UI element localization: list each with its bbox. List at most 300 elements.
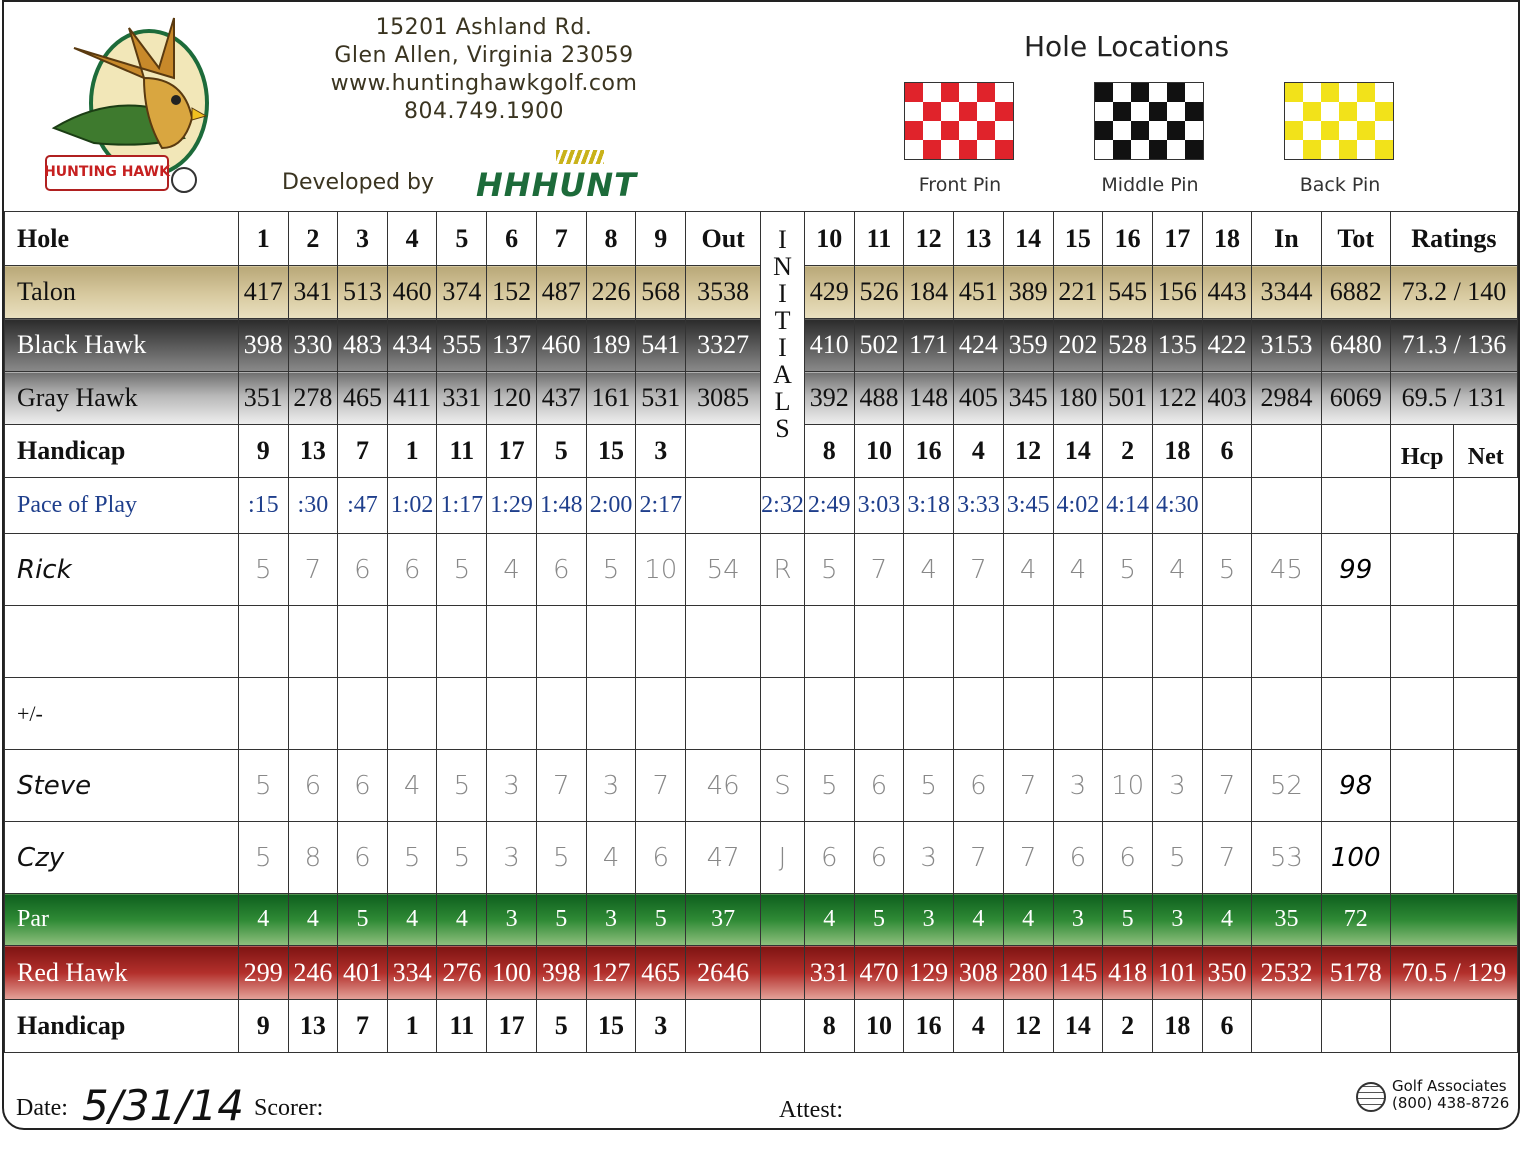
score-cell[interactable] xyxy=(1103,678,1153,750)
score-cell[interactable]: 7 xyxy=(536,750,586,822)
score-cell[interactable]: 4 xyxy=(1053,534,1103,606)
score-cell[interactable] xyxy=(536,606,586,678)
hole-number: 9 xyxy=(636,212,686,266)
score-cell[interactable]: 5 xyxy=(1152,822,1202,894)
yardage: 184 xyxy=(904,266,954,319)
total-score[interactable] xyxy=(1321,606,1390,678)
hole-number: 3 xyxy=(338,212,388,266)
score-cell[interactable]: 7 xyxy=(954,822,1004,894)
yardage: 389 xyxy=(1003,266,1053,319)
score-cell[interactable]: 7 xyxy=(854,534,904,606)
player-row xyxy=(5,534,1518,606)
ratings-label: Ratings xyxy=(1390,212,1517,266)
par-value: 4 xyxy=(954,894,1004,946)
handicap-value: 12 xyxy=(1003,425,1053,478)
par-value: 3 xyxy=(1152,894,1202,946)
pace-label: Pace of Play xyxy=(5,478,239,534)
initials-letter: N xyxy=(773,252,792,281)
score-cell[interactable] xyxy=(954,606,1004,678)
pace-time: 3:18 xyxy=(904,478,954,534)
hole-number: 6 xyxy=(487,212,537,266)
yardage: 246 xyxy=(288,946,338,1000)
hcp-label: Hcp xyxy=(1390,425,1454,478)
par-value: 5 xyxy=(854,894,904,946)
yardage: 374 xyxy=(437,266,487,319)
yardage: 226 xyxy=(586,266,636,319)
score-cell[interactable] xyxy=(239,606,289,678)
score-cell[interactable]: 7 xyxy=(1202,822,1252,894)
yardage: 355 xyxy=(437,319,487,372)
handicap-value: 14 xyxy=(1053,425,1103,478)
middle-pin-label: Middle Pin xyxy=(1101,174,1199,196)
hole-number: 10 xyxy=(804,212,854,266)
handicap-value: 13 xyxy=(288,1000,338,1053)
score-cell[interactable]: 3 xyxy=(904,822,954,894)
score-cell[interactable] xyxy=(636,678,686,750)
score-cell[interactable]: 5 xyxy=(239,534,289,606)
in-yardage: 2984 xyxy=(1252,372,1321,425)
rating-cell xyxy=(1390,1000,1517,1053)
tot-cell xyxy=(1321,1000,1390,1053)
player-row xyxy=(5,750,1518,822)
score-cell[interactable]: 5 xyxy=(437,750,487,822)
hole-label: Hole xyxy=(5,212,239,266)
handicap-value: 2 xyxy=(1103,425,1153,478)
score-cell[interactable] xyxy=(854,678,904,750)
score-cell[interactable]: 5 xyxy=(239,750,289,822)
score-cell[interactable]: 5 xyxy=(387,822,437,894)
hole-number: 7 xyxy=(536,212,586,266)
score-cell[interactable]: 6 xyxy=(804,822,854,894)
handicap-value: 16 xyxy=(904,425,954,478)
handicap-value: 6 xyxy=(1202,425,1252,478)
score-cell[interactable]: 6 xyxy=(338,822,388,894)
yardage: 424 xyxy=(954,319,1004,372)
player-name[interactable]: Czy xyxy=(5,822,239,894)
middle-pin-flag-icon xyxy=(1094,82,1204,160)
city-state-zip: Glen Allen, Virginia 23059 xyxy=(334,43,634,68)
initials-cell[interactable] xyxy=(761,606,805,678)
score-cell[interactable]: 6 xyxy=(954,750,1004,822)
in-cell xyxy=(1202,478,1252,534)
score-cell[interactable] xyxy=(239,678,289,750)
total-score[interactable]: 98 xyxy=(1321,750,1390,822)
handicap-value: 1 xyxy=(387,1000,437,1053)
score-cell[interactable] xyxy=(1103,606,1153,678)
pace-time: :47 xyxy=(338,478,388,534)
yardage: 411 xyxy=(387,372,437,425)
score-cell[interactable]: 3 xyxy=(1053,750,1103,822)
hole-number: 8 xyxy=(586,212,636,266)
score-cell[interactable]: 5 xyxy=(536,822,586,894)
score-cell[interactable] xyxy=(586,678,636,750)
out-cell xyxy=(686,478,761,534)
score-cell[interactable] xyxy=(954,678,1004,750)
yardage: 280 xyxy=(1003,946,1053,1000)
score-cell[interactable]: 3 xyxy=(1152,750,1202,822)
pace-time: 3:45 xyxy=(1003,478,1053,534)
net-cell[interactable] xyxy=(1454,534,1518,606)
score-cell[interactable] xyxy=(586,606,636,678)
out-par: 37 xyxy=(686,894,761,946)
course-rating: 69.5 / 131 xyxy=(1390,372,1517,425)
front-pin-label: Front Pin xyxy=(918,174,1002,196)
yardage: 145 xyxy=(1053,946,1103,1000)
yardage: 434 xyxy=(387,319,437,372)
score-cell[interactable] xyxy=(288,678,338,750)
score-cell[interactable]: 10 xyxy=(636,534,686,606)
handicap-value: 15 xyxy=(586,425,636,478)
yardage: 180 xyxy=(1053,372,1103,425)
hole-number: 15 xyxy=(1053,212,1103,266)
tee-name: Red Hawk xyxy=(5,946,239,1000)
yardage: 451 xyxy=(954,266,1004,319)
handicap-value: 9 xyxy=(239,1000,289,1053)
yardage: 148 xyxy=(904,372,954,425)
initials-cell[interactable] xyxy=(761,678,805,750)
net-cell[interactable] xyxy=(1454,750,1518,822)
hole-number: 18 xyxy=(1202,212,1252,266)
in-score[interactable] xyxy=(1252,606,1321,678)
total-yardage: 6069 xyxy=(1321,372,1390,425)
hcp-cell[interactable] xyxy=(1390,822,1454,894)
tee-name: Black Hawk xyxy=(5,319,239,372)
score-cell[interactable]: 6 xyxy=(338,750,388,822)
out-label: Out xyxy=(686,212,761,266)
hunting-hawk-logo xyxy=(34,8,234,198)
yardage: 120 xyxy=(487,372,537,425)
par-value: 5 xyxy=(338,894,388,946)
net-cell[interactable] xyxy=(1454,822,1518,894)
out-score[interactable]: 54 xyxy=(686,534,761,606)
score-cell[interactable]: 6 xyxy=(854,822,904,894)
yardage: 465 xyxy=(636,946,686,1000)
in-score[interactable]: 53 xyxy=(1252,822,1321,894)
score-cell[interactable] xyxy=(854,606,904,678)
par-value: 4 xyxy=(1003,894,1053,946)
handicap-value: 5 xyxy=(536,1000,586,1053)
handicap-value: 3 xyxy=(636,1000,686,1053)
yardage: 443 xyxy=(1202,266,1252,319)
handicap-value: 8 xyxy=(804,1000,854,1053)
out-cell xyxy=(686,1000,761,1053)
yardage: 437 xyxy=(536,372,586,425)
score-cell[interactable]: 5 xyxy=(1103,534,1153,606)
back-pin-flag-icon xyxy=(1284,82,1394,160)
score-cell[interactable]: 3 xyxy=(586,750,636,822)
hole-number: 5 xyxy=(437,212,487,266)
yardage: 135 xyxy=(1152,319,1202,372)
total-score[interactable]: 99 xyxy=(1321,534,1390,606)
in-score[interactable]: 52 xyxy=(1252,750,1321,822)
score-cell[interactable]: 5 xyxy=(904,750,954,822)
yardage: 487 xyxy=(536,266,586,319)
in-cell xyxy=(1252,425,1321,478)
score-cell[interactable]: 6 xyxy=(1053,822,1103,894)
score-cell[interactable]: 4 xyxy=(387,750,437,822)
yardage: 410 xyxy=(804,319,854,372)
score-cell[interactable] xyxy=(1053,678,1103,750)
out-yardage: 3085 xyxy=(686,372,761,425)
globe-icon xyxy=(1356,1082,1386,1112)
in-cell xyxy=(1252,1000,1321,1053)
score-cell[interactable]: 6 xyxy=(387,534,437,606)
par-value: 4 xyxy=(239,894,289,946)
yardage: 398 xyxy=(536,946,586,1000)
score-cell[interactable]: 5 xyxy=(1202,534,1252,606)
out-score[interactable] xyxy=(686,678,761,750)
date-label: Date: xyxy=(16,1095,68,1121)
yardage: 331 xyxy=(437,372,487,425)
score-cell[interactable]: 3 xyxy=(487,750,537,822)
yardage: 568 xyxy=(636,266,686,319)
par-value: 4 xyxy=(1202,894,1252,946)
pace-time: 1:02 xyxy=(387,478,437,534)
hcp-cell[interactable] xyxy=(1390,534,1454,606)
in-score[interactable]: 45 xyxy=(1252,534,1321,606)
score-cell[interactable] xyxy=(1003,678,1053,750)
yardage: 528 xyxy=(1103,319,1153,372)
par-value: 4 xyxy=(804,894,854,946)
yardage: 299 xyxy=(239,946,289,1000)
score-cell[interactable] xyxy=(1202,606,1252,678)
handicap-label: Handicap xyxy=(5,425,239,478)
handicap-value: 10 xyxy=(854,425,904,478)
score-cell[interactable]: 4 xyxy=(487,534,537,606)
course-rating: 73.2 / 140 xyxy=(1390,266,1517,319)
in-score[interactable] xyxy=(1252,678,1321,750)
hole-number: 11 xyxy=(854,212,904,266)
par-row xyxy=(5,894,1518,946)
score-cell[interactable]: 5 xyxy=(437,822,487,894)
par-value: 3 xyxy=(487,894,537,946)
in-yardage: 3153 xyxy=(1252,319,1321,372)
score-cell[interactable]: 7 xyxy=(1202,750,1252,822)
yardage: 137 xyxy=(487,319,537,372)
date-value[interactable]: 5/31/14 xyxy=(82,1081,244,1130)
scorer-label: Scorer: xyxy=(254,1095,324,1121)
score-cell[interactable]: 4 xyxy=(1003,534,1053,606)
yardage: 171 xyxy=(904,319,954,372)
yardage: 392 xyxy=(804,372,854,425)
score-cell[interactable] xyxy=(636,606,686,678)
initials-cell[interactable]: S xyxy=(761,750,805,822)
score-cell[interactable] xyxy=(904,606,954,678)
net-cell[interactable] xyxy=(1454,606,1518,678)
yardage: 161 xyxy=(586,372,636,425)
scorecard-header xyxy=(4,2,1518,211)
score-cell[interactable]: 7 xyxy=(954,534,1004,606)
handicap-value: 14 xyxy=(1053,1000,1103,1053)
initials-cell xyxy=(761,894,805,946)
yardage: 501 xyxy=(1103,372,1153,425)
out-score[interactable] xyxy=(686,606,761,678)
pace-time: 3:33 xyxy=(954,478,1004,534)
yardage: 526 xyxy=(854,266,904,319)
score-cell[interactable] xyxy=(1202,678,1252,750)
score-cell[interactable]: 7 xyxy=(1003,750,1053,822)
score-cell[interactable] xyxy=(437,606,487,678)
score-cell[interactable] xyxy=(804,678,854,750)
pace-time: 4:02 xyxy=(1053,478,1103,534)
yardage: 129 xyxy=(904,946,954,1000)
score-cell[interactable] xyxy=(338,606,388,678)
yardage: 330 xyxy=(288,319,338,372)
in-par: 35 xyxy=(1252,894,1321,946)
initials-letter: S xyxy=(775,414,790,443)
pace-time: 4:14 xyxy=(1103,478,1153,534)
golf-associates-phone: (800) 438-8726 xyxy=(1392,1094,1510,1112)
score-cell[interactable]: 7 xyxy=(636,750,686,822)
yardage: 403 xyxy=(1202,372,1252,425)
yardage: 429 xyxy=(804,266,854,319)
score-cell[interactable] xyxy=(387,678,437,750)
yardage: 341 xyxy=(288,266,338,319)
initials-letter: L xyxy=(774,387,791,416)
score-cell[interactable]: 5 xyxy=(804,750,854,822)
front-pin-flag-icon xyxy=(904,82,1014,160)
hcp-cell xyxy=(1321,478,1390,534)
handicap-value: 16 xyxy=(904,1000,954,1053)
score-cell[interactable]: 6 xyxy=(536,534,586,606)
hcp-cell[interactable] xyxy=(1390,678,1454,750)
score-cell[interactable]: 8 xyxy=(288,822,338,894)
yardage: 334 xyxy=(387,946,437,1000)
score-cell[interactable] xyxy=(804,606,854,678)
course-rating: 70.5 / 129 xyxy=(1390,946,1517,1000)
score-cell[interactable]: 6 xyxy=(288,750,338,822)
handicap-value: 12 xyxy=(1003,1000,1053,1053)
yardage: 531 xyxy=(636,372,686,425)
yardage: 417 xyxy=(239,266,289,319)
total-par: 72 xyxy=(1321,894,1390,946)
score-cell[interactable]: 3 xyxy=(487,822,537,894)
handicap-value: 10 xyxy=(854,1000,904,1053)
score-cell[interactable]: 4 xyxy=(904,534,954,606)
par-label: Par xyxy=(5,894,239,946)
out-cell xyxy=(686,425,761,478)
score-cell[interactable]: 5 xyxy=(804,534,854,606)
player-name[interactable]: +/- xyxy=(5,678,239,750)
out-score[interactable]: 46 xyxy=(686,750,761,822)
score-cell[interactable] xyxy=(1152,606,1202,678)
score-cell[interactable]: 4 xyxy=(586,822,636,894)
par-value: 4 xyxy=(437,894,487,946)
logo-text: HUNTING HAWK xyxy=(44,164,170,180)
attest-label: Attest: xyxy=(779,1097,843,1123)
score-cell[interactable]: 5 xyxy=(586,534,636,606)
hole-number: 2 xyxy=(288,212,338,266)
score-cell[interactable] xyxy=(437,678,487,750)
score-cell[interactable] xyxy=(487,606,537,678)
hole-number: 4 xyxy=(387,212,437,266)
hcp-cell[interactable] xyxy=(1390,606,1454,678)
yardage: 189 xyxy=(586,319,636,372)
par-value: 4 xyxy=(288,894,338,946)
handicap-label: Handicap xyxy=(5,1000,239,1053)
score-cell[interactable]: 6 xyxy=(636,822,686,894)
score-cell[interactable] xyxy=(904,678,954,750)
yardage: 545 xyxy=(1103,266,1153,319)
handicap-value: 3 xyxy=(636,425,686,478)
initials-cell[interactable]: R xyxy=(761,534,805,606)
score-cell[interactable]: 6 xyxy=(338,534,388,606)
score-cell[interactable] xyxy=(387,606,437,678)
handicap-value: 4 xyxy=(954,1000,1004,1053)
score-cell[interactable] xyxy=(288,606,338,678)
player-name[interactable]: Rick xyxy=(5,534,239,606)
pace-time: 1:48 xyxy=(536,478,586,534)
score-cell[interactable]: 6 xyxy=(1103,822,1153,894)
score-cell[interactable]: 7 xyxy=(1003,822,1053,894)
initials-cell xyxy=(761,1000,805,1053)
yardage: 276 xyxy=(437,946,487,1000)
score-cell[interactable]: 6 xyxy=(854,750,904,822)
yardage: 359 xyxy=(1003,319,1053,372)
handicap-value: 18 xyxy=(1152,425,1202,478)
yardage: 422 xyxy=(1202,319,1252,372)
course-address xyxy=(259,14,709,126)
yardage: 308 xyxy=(954,946,1004,1000)
player-name[interactable] xyxy=(5,606,239,678)
hole-header-row xyxy=(5,212,1518,266)
score-cell[interactable] xyxy=(1053,606,1103,678)
total-score[interactable] xyxy=(1321,678,1390,750)
yardage: 101 xyxy=(1152,946,1202,1000)
score-cell[interactable]: 4 xyxy=(1152,534,1202,606)
score-cell[interactable] xyxy=(487,678,537,750)
score-cell[interactable]: 5 xyxy=(239,822,289,894)
yardage: 470 xyxy=(854,946,904,1000)
net-cell[interactable] xyxy=(1454,678,1518,750)
score-cell[interactable] xyxy=(338,678,388,750)
in-label: In xyxy=(1252,212,1321,266)
in-yardage: 3344 xyxy=(1252,266,1321,319)
out-yardage: 3538 xyxy=(686,266,761,319)
pace-time: 2:00 xyxy=(586,478,636,534)
pace-of-play-row xyxy=(5,478,1518,534)
score-cell[interactable]: 7 xyxy=(288,534,338,606)
player-row xyxy=(5,606,1518,678)
handicap-value: 13 xyxy=(288,425,338,478)
total-score[interactable]: 100 xyxy=(1321,822,1390,894)
score-cell[interactable] xyxy=(536,678,586,750)
hcp-cell[interactable] xyxy=(1390,750,1454,822)
score-cell[interactable]: 5 xyxy=(437,534,487,606)
initials-column xyxy=(761,212,805,478)
initials-cell[interactable]: J xyxy=(761,822,805,894)
par-value: 5 xyxy=(636,894,686,946)
player-name[interactable]: Steve xyxy=(5,750,239,822)
hole-number: 12 xyxy=(904,212,954,266)
handicap-value: 15 xyxy=(586,1000,636,1053)
initials-letter: T xyxy=(774,306,791,335)
hole-number: 1 xyxy=(239,212,289,266)
golf-associates-name: Golf Associates xyxy=(1392,1077,1507,1095)
score-cell[interactable] xyxy=(1003,606,1053,678)
handicap-value: 4 xyxy=(954,425,1004,478)
out-score[interactable]: 47 xyxy=(686,822,761,894)
player-row xyxy=(5,678,1518,750)
total-yardage: 6480 xyxy=(1321,319,1390,372)
yardage: 460 xyxy=(387,266,437,319)
score-cell[interactable] xyxy=(1152,678,1202,750)
score-cell[interactable]: 10 xyxy=(1103,750,1153,822)
pace-time: :30 xyxy=(288,478,338,534)
handicap-value: 18 xyxy=(1152,1000,1202,1053)
yardage: 351 xyxy=(239,372,289,425)
phone-number: 804.749.1900 xyxy=(404,99,564,124)
